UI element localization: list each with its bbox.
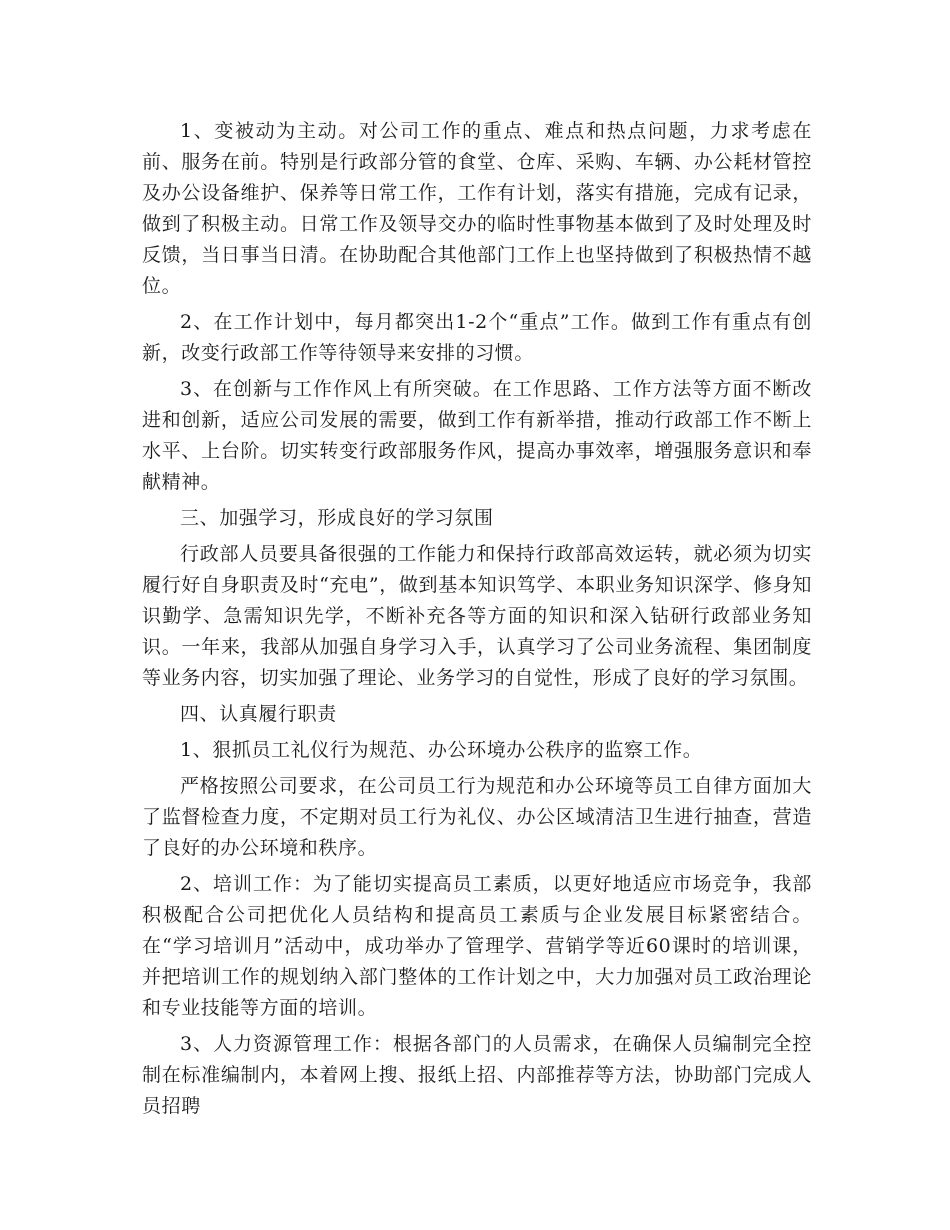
paragraph-4: 行政部人员要具备很强的工作能力和保持行政部高效运转，就必须为切实履行好自身职责及时“充电”，做到基本知识笃学、本职业务知识深学、修身知识勤学、急需知识先学，不断补充各等方面的知识和深入钻研行政部业务知识。一年来，我部从加强自身学习入手，认真学习了公司业务流程、集团制度等业务内容，切实加强了理论、业务学习的自觉性，形成了良好的学习氛围。	[142, 543, 812, 689]
section-heading-4: 四、认真履行职责	[180, 703, 337, 725]
paragraph-2: 2、在工作计划中，每月都突出1-2个“重点”工作。做到工作有重点有创新，改变行政部工作等待领导来安排的习惯。	[142, 311, 812, 364]
section-heading-3: 三、加强学习，形成良好的学习氛围	[180, 507, 494, 529]
paragraph-1: 1、变被动为主动。对公司工作的重点、难点和热点问题，力求考虑在前、服务在前。特别是行政部分管的食堂、仓库、采购、车辆、办公耗材管控及办公设备维护、保养等日常工作，工作有计划，落实有措施，完成有记录，做到了积极主动。日常工作及领导交办的临时性事物基本做到了及时处理及时反馈，当日事当日清。在协助配合其他部门工作上也坚持做到了积极热情不越位。	[142, 120, 812, 297]
document-body	[142, 116, 812, 1127]
paragraph-8: 3、人力资源管理工作：根据各部门的人员需求，在确保人员编制完全控制在标准编制内，本着网上搜、报纸上招、内部推荐等方法，协助部门完成人员招聘	[142, 1033, 812, 1117]
paragraph-7: 2、培训工作：为了能切实提高员工素质，以更好地适应市场竞争，我部积极配合公司把优化人员结构和提高员工素质与企业发展目标紧密结合。在“学习培训月”活动中，成功举办了管理学、营销学等近60课时的培训课，并把培训工作的规划纳入部门整体的工作计划之中，大力加强对员工政治理论和专业技能等方面的培训。	[142, 873, 812, 1019]
paragraph-6: 严格按照公司要求，在公司员工行为规范和办公环境等员工自律方面加大了监督检查力度，不定期对员工行为礼仪、办公区域清洁卫生进行抽查，营造了良好的办公环境和秩序。	[142, 775, 812, 859]
paragraph-3: 3、在创新与工作作风上有所突破。在工作思路、工作方法等方面不断改进和创新，适应公司发展的需要，做到工作有新举措，推动行政部工作不断上水平、上台阶。切实转变行政部服务作风，提高办事效率，增强服务意识和奉献精神。	[142, 378, 812, 493]
paragraph-5: 1、狠抓员工礼仪行为规范、办公环境办公秩序的监察工作。	[180, 739, 703, 761]
